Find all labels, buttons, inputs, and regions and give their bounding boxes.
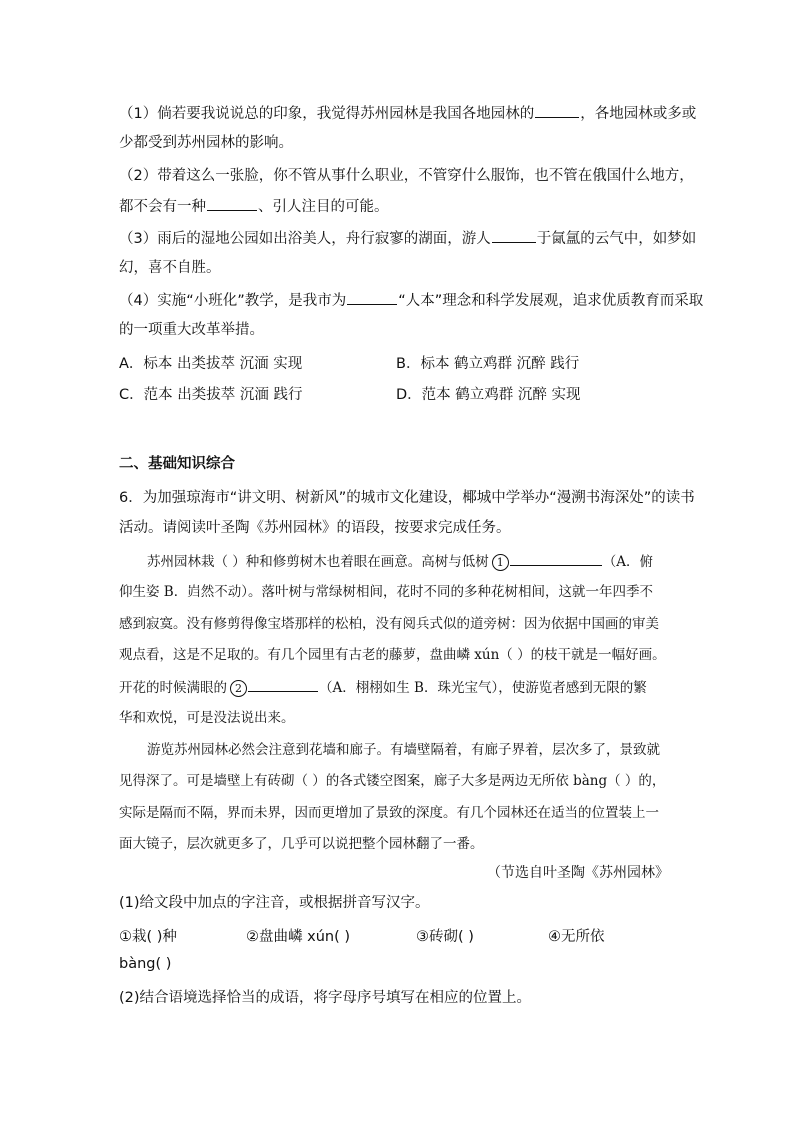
q5-sentence-3: （3）雨后的湿地公园如出浴美人，舟行寂寥的湖面，游人 于氤氲的云气中，如梦如: [119, 228, 696, 249]
passage-p2-line4: 面大镜子，层次就更多了，几乎可以说把整个园林翻了一番。: [119, 836, 484, 852]
task-2: (2)结合语境选择恰当的成语，将字母序号填写在相应的位置上。: [119, 990, 532, 1006]
passage-p1-line6: 华和欢悦，可是没法说出来。: [119, 710, 295, 726]
item-2[interactable]: ②盘曲嶙 xún( ): [246, 929, 350, 945]
answer-blank[interactable]: [347, 290, 397, 305]
section-title: 二、基础知识综合: [119, 456, 235, 472]
passage-p1-line2: 仰生姿 B．岿然不动）。落叶树与常绿树相间，花时不同的多种花树相间，这就一年四季不: [119, 584, 653, 600]
item-4-cont[interactable]: bàng( ): [119, 956, 172, 972]
answer-blank[interactable]: [492, 228, 536, 243]
answer-blank[interactable]: [248, 677, 318, 692]
answer-blank[interactable]: [535, 103, 579, 118]
q5-sentence-4: （4）实施“小班化”教学，是我市为 “人本”理念和科学发展观，追求优质教育而采取: [119, 290, 703, 311]
q6-intro-cont: 活动。请阅读叶圣陶《苏州园林》的语段，按要求完成任务。: [119, 520, 511, 536]
item-3[interactable]: ③砖砌( ): [416, 929, 474, 945]
item-4[interactable]: ④无所依: [548, 929, 605, 945]
option-d[interactable]: D．范本 鹤立鸡群 沉醉 实现: [396, 387, 581, 403]
circled-number-1: 1: [492, 554, 509, 571]
q6-intro: 6．为加强琼海市“讲文明、树新风”的城市文化建设，椰城中学举办“漫溯书海深处”的读书: [119, 490, 695, 506]
option-a[interactable]: A．标本 出类拔萃 沉湎 实现: [119, 356, 303, 372]
passage-p1-line4: 观点看，这是不足取的。有几个园里有古老的藤萝，盘曲嶙 xún（ ）的枝干就是一幅好画。: [119, 647, 666, 663]
q5-sentence-3-cont: 幻，喜不自胜。: [119, 260, 221, 276]
answer-blank[interactable]: [207, 196, 257, 211]
item-1[interactable]: ①栽( )种: [119, 929, 177, 945]
passage-p2-line1: 游览苏州园林必然会注意到花墙和廊子。有墙壁隔着，有廊子界着，层次多了，景致就: [147, 742, 660, 758]
answer-blank[interactable]: [510, 551, 602, 566]
q5-sentence-1-cont: 少都受到苏州园林的影响。: [119, 135, 293, 151]
passage-p1-line3: 感到寂寞。没有修剪得像宝塔那样的松柏，没有阅兵式似的道旁树：因为依据中国画的审美: [119, 616, 659, 632]
passage-p2-line2: 见得深了。可是墙壁上有砖砌（ ）的各式镂空图案，廊子大多是两边无所依 bàng（ ）的，: [119, 773, 666, 789]
q5-sentence-1: （1）倘若要我说说总的印象，我觉得苏州园林是我国各地园林的 ，各地园林或多或: [119, 103, 696, 124]
passage-p2-line3: 实际是隔而不隔，界而未界，因而更增加了景致的深度。有几个园林还在适当的位置装上一: [119, 805, 659, 821]
q5-sentence-4-cont: 的一项重大改革举措。: [119, 322, 264, 338]
q5-sentence-2: （2）带着这么一张脸，你不管从事什么职业，不管穿什么服饰，也不管在俄国什么地方，: [119, 168, 694, 184]
passage-p1-line5: 开花的时候满眼的 2 （A．栩栩如生 B．珠光宝气），使游览者感到无限的繁: [119, 677, 647, 698]
source-citation: （节选自叶圣陶《苏州园林》: [487, 865, 669, 881]
passage-p1-line1: 苏州园林栽（ ）种和修剪树木也着眼在画意。高树与低树 1 （A．俯: [147, 551, 653, 572]
circled-number-2: 2: [230, 680, 247, 697]
option-b[interactable]: B．标本 鹤立鸡群 沉醉 践行: [396, 356, 580, 372]
task-1: (1)给文段中加点的字注音，或根据拼音写汉字。: [119, 895, 430, 911]
q5-sentence-2-cont: 都不会有一种 、引人注目的可能。: [119, 196, 389, 217]
option-c[interactable]: C．范本 出类拔萃 沉湎 践行: [119, 387, 303, 403]
